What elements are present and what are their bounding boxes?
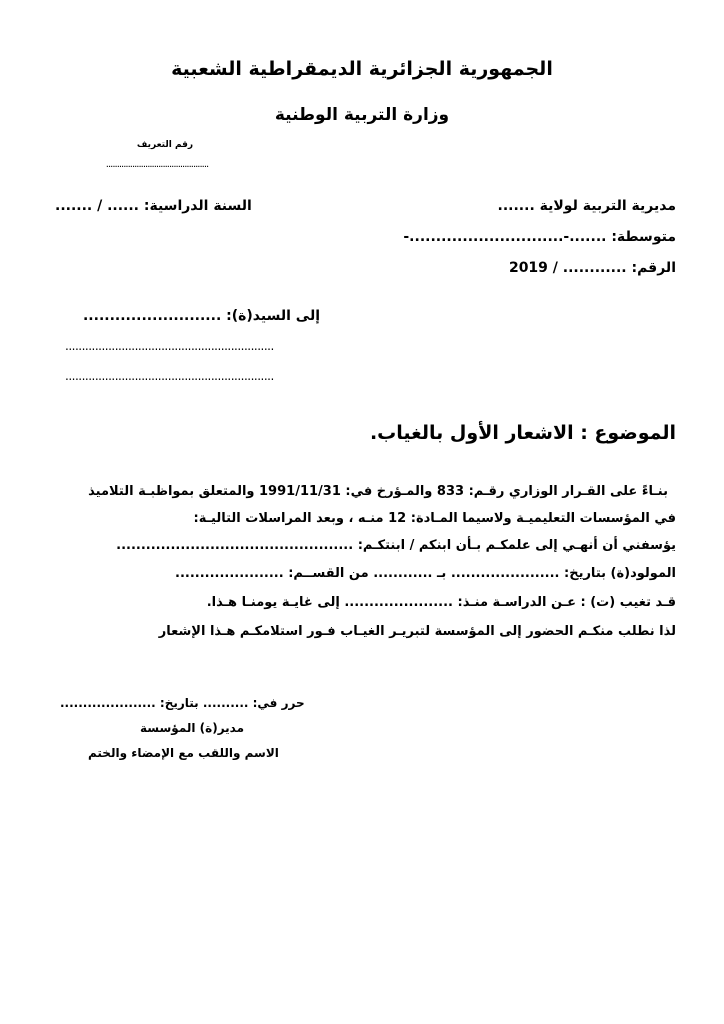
body-line: يؤسفني أن أنهـي إلى علمكـم بـأن ابنكم / ابنتكـم: ................................................ — [116, 538, 676, 553]
recipient-field: إلى السيد(ة): .......................... — [82, 308, 320, 324]
reference-number-field: الرقم: ............ / 2019 — [508, 260, 676, 276]
body-line: المولود(ة) بتاريخ: ...................... بـ ............ من القســم: ...................... — [175, 566, 676, 581]
body-line: بنـاءً على القـرار الوزاري رقـم: 833 والمـؤرخ في: 1991/11/31 والمتعلق بمواظبـة التلاميذ — [88, 484, 668, 499]
subject-heading: الموضوع : الاشعار الأول بالغياب. — [369, 422, 676, 444]
recipient-dotted-line: ............................................................... — [65, 370, 274, 382]
id-number-label: رقم التعريف — [136, 140, 194, 150]
republic-heading: الجمهورية الجزائرية الديمقراطية الشعبية — [171, 58, 553, 80]
id-number-field: ............................................... — [105, 159, 209, 170]
ministry-heading: وزارة التربية الوطنية — [274, 105, 450, 125]
body-line: في المؤسسات التعليميـة ولاسيما المـادة: 12 منـه ، وبعد المراسلات التاليـة: — [193, 511, 676, 526]
principal-title: مدير(ة) المؤسسة — [140, 721, 245, 735]
place-date-field: حرر في: .......... بتاريخ: ..................... — [60, 696, 305, 710]
recipient-dotted-line: ............................................................... — [65, 340, 274, 352]
school-field: متوسطة: .......-.............................- — [403, 229, 676, 245]
school-year-field: السنة الدراسية: ...... / ....... — [55, 198, 252, 214]
name-signature-label: الاسم واللقب مع الإمضاء والختم — [88, 746, 279, 760]
directorate-field: مديرية التربية لولاية ....... — [497, 198, 676, 214]
body-line: لذا نطلب منكـم الحضور إلى المؤسسة لتبريـر الغيـاب فـور استلامكـم هـذا الإشعار — [158, 624, 676, 639]
body-line: قـد تغيب (ت) : عـن الدراسـة منـذ: ...................... إلى غايـة يومنـا هـذا. — [206, 595, 676, 610]
